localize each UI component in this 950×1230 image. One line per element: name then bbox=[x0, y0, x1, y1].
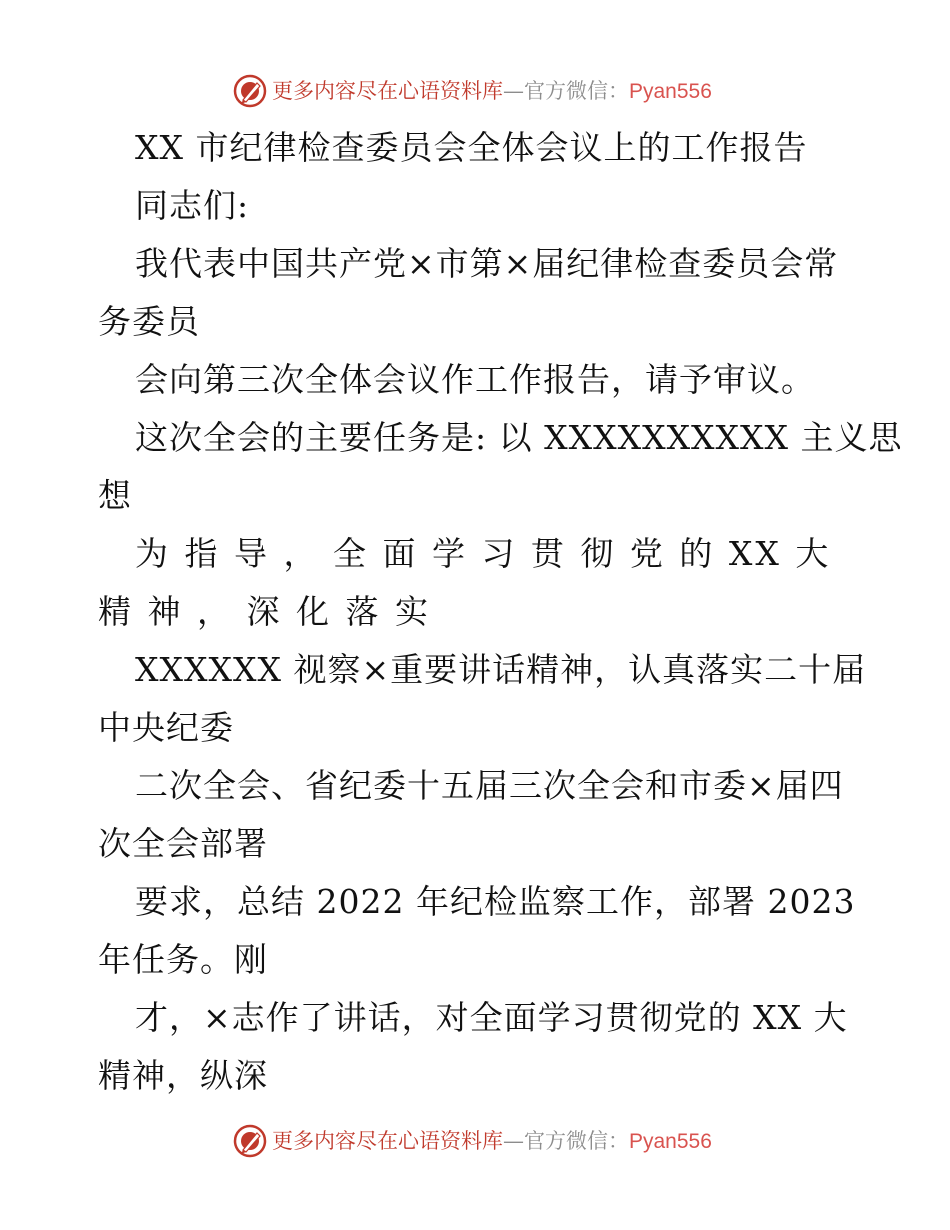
pen-seal-icon bbox=[233, 1124, 267, 1158]
banner-main-text: 更多内容尽在心语资料库 bbox=[272, 79, 503, 103]
paragraph-line: 中央纪委 bbox=[98, 708, 234, 747]
paragraph-line: 年任务。刚 bbox=[98, 940, 268, 979]
paragraph-line: 我代表中国共产党×市第×届纪律检查委员会常 bbox=[135, 244, 839, 283]
paragraph-line: 精神，纵深 bbox=[98, 1056, 268, 1095]
paragraph-line: 二次全会、省纪委十五届三次全会和市委×届四 bbox=[135, 766, 844, 805]
paragraph-line: 次全会部署 bbox=[98, 824, 268, 863]
salutation: 同志们: bbox=[135, 186, 250, 225]
paragraph-line: 这次全会的主要任务是: 以 XXXXXXXXXX 主义思 bbox=[135, 418, 903, 457]
header-banner-text bbox=[272, 78, 712, 105]
paragraph-line: 为 指 导 ， 全 面 学 习 贯 彻 党 的 XX 大 bbox=[135, 534, 832, 573]
banner-dash: — bbox=[503, 79, 524, 103]
footer-banner bbox=[0, 1122, 950, 1162]
pen-seal-icon bbox=[233, 74, 267, 108]
banner-wechat-id: Pyan556 bbox=[629, 80, 712, 103]
paragraph-line: 精 神 ， 深 化 落 实 bbox=[98, 592, 431, 631]
banner-wechat-label: 官方微信： bbox=[524, 79, 629, 103]
paragraph-line: XXXXXX 视察×重要讲话精神，认真落实二十届 bbox=[135, 650, 867, 689]
banner-wechat-id: Pyan556 bbox=[629, 1130, 712, 1153]
banner-main-text: 更多内容尽在心语资料库 bbox=[272, 1129, 503, 1153]
paragraph-line: 务委员 bbox=[98, 302, 200, 341]
header-banner bbox=[0, 72, 950, 112]
footer-banner-text bbox=[272, 1128, 712, 1155]
banner-wechat-label: 官方微信： bbox=[524, 1129, 629, 1153]
paragraph-line: 要求，总结 2022 年纪检监察工作，部署 2023 bbox=[135, 882, 856, 921]
paragraph-line: 才，×志作了讲话，对全面学习贯彻党的 XX 大 bbox=[135, 998, 848, 1037]
banner-dash: — bbox=[503, 1129, 524, 1153]
paragraph-line: 会向第三次全体会议作工作报告，请予审议。 bbox=[135, 360, 815, 399]
document-title: XX 市纪律检查委员会全体会议上的工作报告 bbox=[135, 128, 808, 167]
paragraph-line: 想 bbox=[98, 476, 132, 515]
